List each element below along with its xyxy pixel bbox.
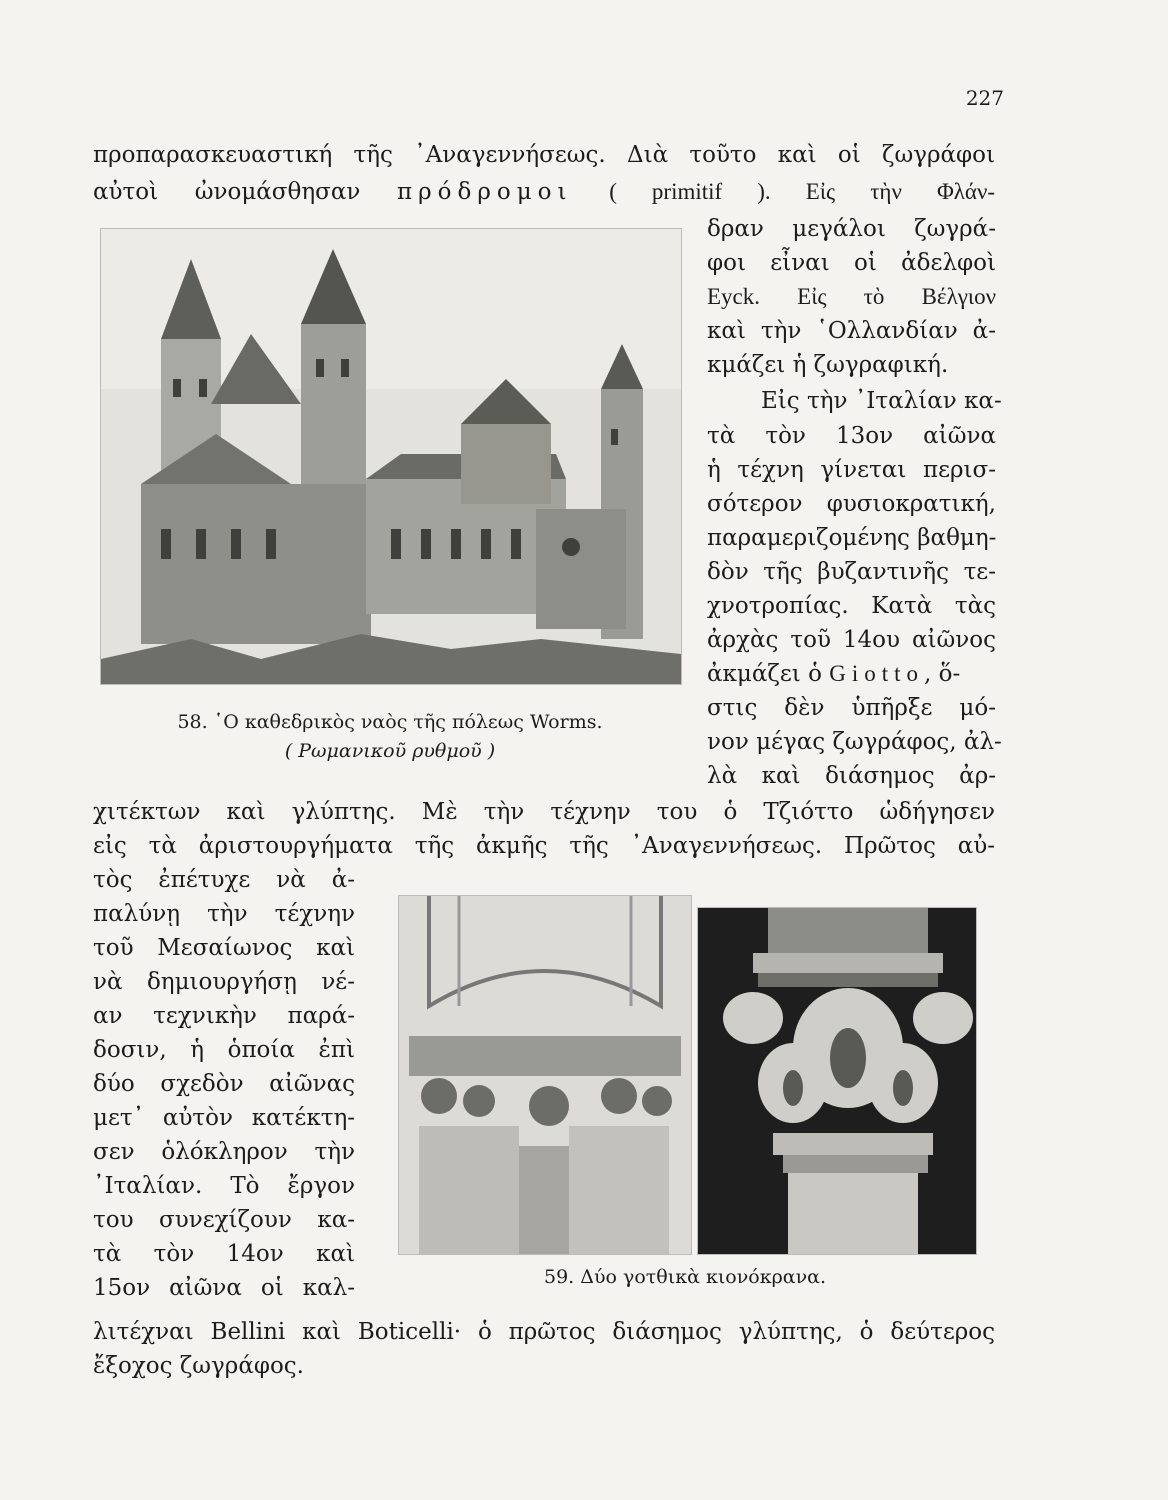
text-line: δύο σχεδὸν αἰῶνας: [93, 1071, 355, 1097]
text-line: παραμεριζομένης βαθμη-: [707, 525, 997, 551]
text-line: δὸν τῆς βυζαντινῆς τε-: [707, 559, 996, 585]
text-line: λὰ καὶ διάσημος ἀρ-: [707, 763, 996, 789]
text-line: ᾿Ιταλίαν. Τὸ ἔργον: [93, 1173, 355, 1199]
text-line: Εἰς τὴν ᾿Ιταλίαν κα-: [761, 388, 1002, 414]
text-span: , ὅ-: [924, 661, 961, 687]
text-line: προπαρασκευαστική τῆς ᾿Αναγεννήσεως. Διὰ τοῦτο καὶ οἱ ζωγράφοι: [93, 142, 995, 168]
text-line: τὰ τὸν 13ον αἰῶνα: [707, 423, 996, 449]
caption-text: 59. Δύο γοτθικὰ κιονόκρανα.: [544, 1266, 826, 1288]
text-line: σεν ὁλόκληρον τὴν: [93, 1139, 355, 1165]
caption-text: 58. ῾Ο καθεδρικὸς ναὸς τῆς πόλεως Worms.: [177, 711, 603, 733]
text-line: χιτέκτων καὶ γλύπτης. Μὲ τὴν τέχνην του ὁ Τζιόττο ὡδήγησεν: [93, 799, 995, 825]
figure-59-caption: [400, 1266, 970, 1288]
text-span: ἀκμάζει ὁ: [707, 661, 822, 687]
gothic-capital-illustration-left: [398, 895, 692, 1255]
figure-58-caption: [100, 711, 680, 733]
spaced-term: Giotto: [829, 661, 925, 686]
text-line: νον μέγας ζωγράφος, ἀλ-: [707, 729, 1002, 755]
page-number: 227: [965, 86, 1004, 110]
figure-58-subcaption: [100, 740, 680, 762]
text-line: μετ᾿ αὐτὸν κατέκτη-: [93, 1105, 355, 1131]
text-line: [707, 659, 996, 689]
text-line: δραν μεγάλοι ζωγρά-: [707, 216, 996, 242]
text-line: τὸς ἐπέτυχε νὰ ἀ-: [93, 867, 355, 893]
capital-drawing-right: [698, 908, 976, 1254]
spaced-term: πρόδρομοι: [397, 179, 573, 205]
text-line: νὰ δημιουργήσῃ νέ-: [93, 969, 355, 995]
text-line: του συνεχίζουν κα-: [93, 1207, 355, 1233]
text-line: ἔξοχος ζωγράφος.: [93, 1353, 304, 1379]
text-line: παλύνῃ τὴν τέχνην: [93, 901, 355, 927]
cathedral-drawing: [101, 229, 681, 684]
text-line: χνοτροπίας. Κατὰ τὰς: [707, 593, 996, 619]
cathedral-illustration: [100, 228, 682, 685]
text-line: ἀρχὰς τοῦ 14ου αἰῶνος: [707, 627, 996, 653]
text-line: καὶ τὴν ῾Ολλανδίαν ἀ-: [707, 318, 996, 344]
text-line: ἡ τέχνη γίνεται περισ-: [707, 457, 996, 483]
text-line: [93, 177, 995, 207]
text-line: στις δὲν ὑπῆρξε μό-: [707, 695, 996, 721]
text-span: αὐτοὶ ὠνομάσθησαν: [93, 179, 361, 205]
text-line: φοι εἶναι οἱ ἀδελφοὶ: [707, 250, 996, 276]
text-line: λιτέχναι Bellini καὶ Boticelli· ὁ πρῶτος διάσημος γλύπτης, ὁ δεύτερος: [93, 1319, 995, 1345]
text-line: σότερον φυσιοκρατική,: [707, 491, 996, 517]
text-line: εἰς τὰ ἀριστουργήματα τῆς ἀκμῆς τῆς ᾿Αναγεννήσεως. Πρῶτος αὐ-: [93, 833, 995, 859]
text-line: δοσιν, ἡ ὁποία ἐπὶ: [93, 1037, 355, 1063]
caption-text: ( Ρωμανικοῦ ρυθμοῦ ): [284, 740, 496, 762]
text-span: ( primitif ). Εἰς τὴν Φλάν-: [609, 179, 996, 204]
text-line: 15ον αἰῶνα οἱ καλ-: [93, 1275, 355, 1301]
capital-drawing-left: [399, 896, 691, 1254]
text-line: κμάζει ἡ ζωγραφική.: [707, 352, 949, 378]
text-line: Eyck. Εἰς τὸ Βέλγιον: [707, 284, 996, 309]
text-line: τὰ τὸν 14ον καὶ: [93, 1241, 355, 1267]
text-line: τοῦ Μεσαίωνος καὶ: [93, 935, 355, 961]
text-line: αν τεχνικὴν παρά-: [93, 1003, 355, 1029]
gothic-capital-illustration-right: [697, 907, 977, 1255]
